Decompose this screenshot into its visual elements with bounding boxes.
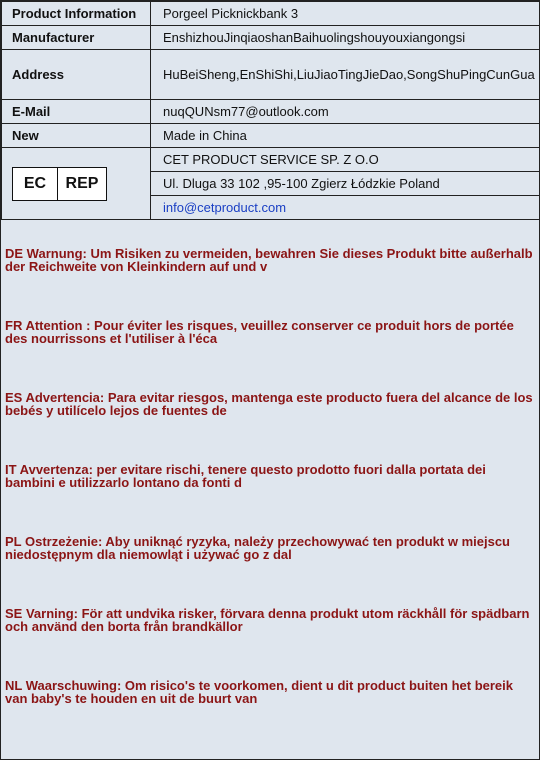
product-information-label: Product Information — [2, 2, 151, 26]
warning-de: DE Warnung: Um Risiken zu vermeiden, bewahren Sie dieses Produkt bitte außerhalb der Reichweite von Kleinkindern auf und v — [5, 246, 533, 274]
new-value: Made in China — [151, 124, 540, 148]
warning-it: IT Avvertenza: per evitare rischi, tenere questo prodotto fuori dalla portata dei bambini e utilizzarlo lontano da fonti d — [5, 462, 486, 490]
row-product-information — [2, 2, 540, 26]
row-address — [2, 50, 540, 100]
row-new — [2, 124, 540, 148]
manufacturer-value: EnshizhouJinqiaoshanBaihuolingshouyouxiangongsi — [151, 26, 540, 50]
ec-rep-logo-right: REP — [65, 174, 99, 192]
warning-se: SE Varning: För att undvika risker, förvara denna produkt utom räckhåll för spädbarn och använd den borta från brandkällor — [5, 606, 530, 634]
product-information-value: Porgeel Picknickbank 3 — [151, 2, 540, 26]
row-manufacturer — [2, 26, 540, 50]
warnings-list — [1, 247, 539, 751]
address-value: HuBeiSheng,EnShiShi,LiuJiaoTingJieDao,SongShuPingCunGua — [151, 50, 540, 100]
product-info-table — [1, 1, 540, 220]
address-label: Address — [2, 50, 151, 100]
ec-rep-logo-cell — [2, 148, 151, 220]
ec-rep-company: CET PRODUCT SERVICE SP. Z O.O — [151, 148, 540, 172]
email-value: nuqQUNsm77@outlook.com — [151, 100, 540, 124]
warning-fr: FR Attention : Pour éviter les risques, veuillez conserver ce produit hors de portée des nourrissons et l'utiliser à l'éca — [5, 318, 514, 346]
ec-rep-street: Ul. Dluga 33 102 ,95-100 Zgierz Łódzkie Poland — [151, 172, 540, 196]
email-label: E-Mail — [2, 100, 151, 124]
warning-es: ES Advertencia: Para evitar riesgos, mantenga este producto fuera del alcance de los bebés y utilícelo lejos de fuentes de — [5, 390, 533, 418]
ec-rep-email-link[interactable]: info@cetproduct.com — [163, 200, 287, 215]
row-email — [2, 100, 540, 124]
warning-pl: PL Ostrzeżenie: Aby uniknąć ryzyka, należy przechowywać ten produkt w miejscu niedostępnym dla niemowląt i używać go z dal — [5, 534, 510, 562]
ec-rep-email-cell — [151, 196, 540, 220]
row-ec-rep-company — [2, 148, 540, 172]
ec-rep-icon — [12, 167, 107, 201]
warning-nl: NL Waarschuwing: Om risico's te voorkomen, dient u dit product buiten het bereik van baby's te houden en uit de buurt van — [5, 678, 513, 706]
new-label: New — [2, 124, 151, 148]
ec-rep-logo-left: EC — [13, 168, 58, 200]
manufacturer-label: Manufacturer — [2, 26, 151, 50]
